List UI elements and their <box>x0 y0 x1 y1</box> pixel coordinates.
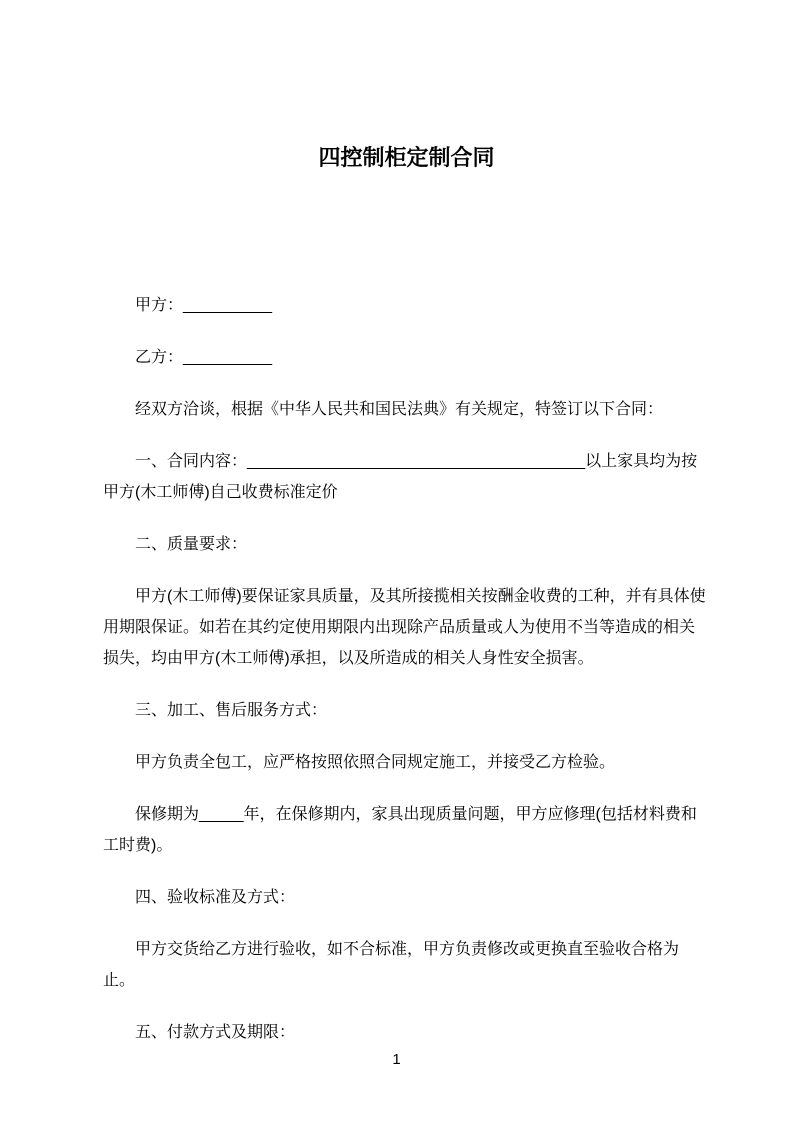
paragraph-section-3-body: 甲方负责全包工，应严格按照依照合同规定施工，并接受乙方检验。 <box>135 754 616 771</box>
paragraph-preamble: 经双方洽谈，根据《中华人民共和国民法典》有关规定，特签订以下合同： <box>135 401 664 418</box>
paragraph-section-2-heading: 二、质量要求： <box>135 536 248 553</box>
paragraph-section-4-body: 甲方交货给乙方进行验收，如不合标准，甲方负责修改或更换直至验收合格为止。 <box>103 941 680 989</box>
paragraph-section-1-content: 一、合同内容：______________________________________以上家具均为按甲方(木工师傅)自己收费标准定价 <box>103 453 698 501</box>
page-number: 1 <box>392 1051 401 1068</box>
paragraph-party-a: 甲方：__________ <box>135 297 272 314</box>
paragraph-party-b: 乙方：__________ <box>135 349 272 366</box>
paragraph-section-2-body: 甲方(木工师傅)要保证家具质量，及其所接揽相关按酬金收费的工种，并有具体使用期限保证。如若在其约定使用期限内出现除产品质量或人为使用不当等造成的相关损失，均由甲方(木工师傅)承担，以及所造成的相关人身性安全损害。 <box>103 588 706 667</box>
paragraph-section-4-heading: 四、验收标准及方式： <box>135 889 296 906</box>
page-title: 四控制柜定制合同 <box>318 145 495 170</box>
paragraph-section-3-heading: 三、加工、售后服务方式： <box>135 702 328 719</box>
paragraph-warranty: 保修期为_____年，在保修期内，家具出现质量问题，甲方应修理(包括材料费和工时费)。 <box>103 806 697 854</box>
paragraph-section-5-heading: 五、付款方式及期限： <box>135 1024 296 1041</box>
